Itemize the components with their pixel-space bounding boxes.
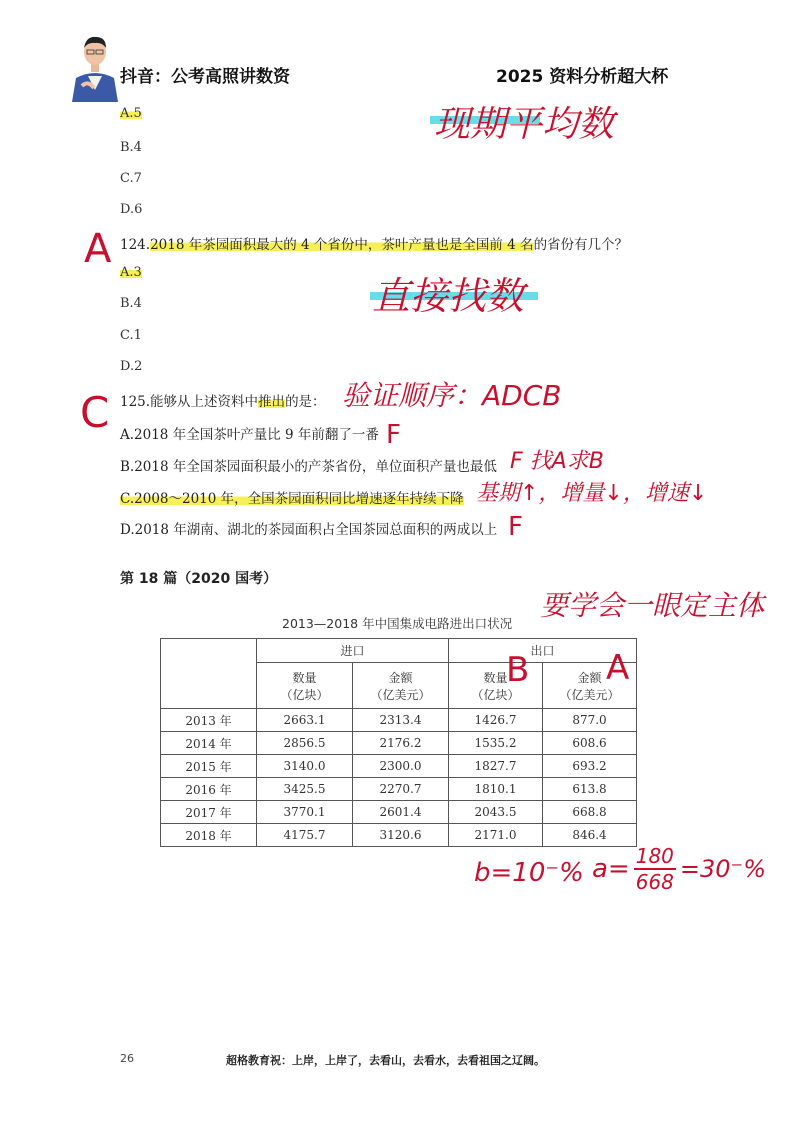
handwritten-answer-q125: C — [80, 388, 110, 437]
table-cell: 1827.7 — [449, 755, 543, 778]
q124-option-a: A.3 — [120, 265, 142, 280]
calc-a-denominator: 668 — [635, 870, 674, 894]
table-corner — [161, 639, 257, 709]
table-cell: 3425.5 — [257, 778, 353, 801]
q124-stem: 124.2018 年茶园面积最大的 4 个省份中，茶叶产量也是全国前 4 名的省份有几个？ — [120, 237, 629, 253]
table-cell: 2601.4 — [353, 801, 449, 824]
table-title: 2013—2018 年中国集成电路进出口状况 — [282, 616, 513, 631]
table-cell: 2313.4 — [353, 709, 449, 732]
table-cell: 2171.0 — [449, 824, 543, 847]
table-cell: 877.0 — [543, 709, 637, 732]
table-cell: 2014 年 — [161, 732, 257, 755]
table-row — [161, 801, 637, 824]
table-cell: 613.8 — [543, 778, 637, 801]
table-subheader: 金额 （亿美元） — [543, 663, 637, 709]
table-cell: 2856.5 — [257, 732, 353, 755]
q123-option-d: D.6 — [120, 202, 143, 217]
table-group-import: 进口 — [257, 639, 449, 663]
section-title: 第 18 篇（2020 国考） — [120, 571, 278, 587]
table-row — [161, 732, 637, 755]
handwritten-answer-q124: A — [84, 226, 112, 272]
table-cell: 2300.0 — [353, 755, 449, 778]
q123-option-a: A.5 — [120, 106, 142, 121]
handwritten-table-b: B — [506, 650, 530, 690]
table-cell: 2043.5 — [449, 801, 543, 824]
q125-option-d: D.2018 年湖南、湖北的茶园面积占全国茶园总面积的两成以上 — [120, 522, 498, 538]
data-table-wrapper — [160, 638, 637, 847]
mark-option-b: F 找A求B — [510, 449, 604, 474]
avatar — [68, 28, 122, 102]
table-cell: 1535.2 — [449, 732, 543, 755]
table-subheader: 数量 （亿块） — [449, 663, 543, 709]
handwritten-calc-b: b=10⁻% — [474, 858, 584, 888]
calc-a-rhs: =30⁻% — [679, 855, 767, 883]
table-cell: 4175.7 — [257, 824, 353, 847]
header-right-title: 2025 资料分析超大杯 — [496, 67, 669, 87]
table-row — [161, 824, 637, 847]
table-cell: 2013 年 — [161, 709, 257, 732]
table-cell: 3140.0 — [257, 755, 353, 778]
table-row — [161, 778, 637, 801]
calc-a-fraction — [634, 844, 676, 894]
handwritten-note-2: 直接找数 — [372, 274, 525, 318]
table-cell: 2176.2 — [353, 732, 449, 755]
mark-option-a: F — [386, 420, 401, 450]
handwritten-calc-a — [592, 844, 766, 894]
table-cell: 2270.7 — [353, 778, 449, 801]
q123-option-b: B.4 — [120, 140, 142, 155]
mark-option-d: F — [508, 512, 523, 542]
table-cell: 1426.7 — [449, 709, 543, 732]
handwritten-note-4: 要学会一眼定主体 — [540, 589, 765, 622]
data-table — [160, 638, 637, 847]
table-cell: 3120.6 — [353, 824, 449, 847]
table-group-export: 出口 — [449, 639, 637, 663]
table-cell: 668.8 — [543, 801, 637, 824]
q124-option-c: C.1 — [120, 328, 142, 343]
table-row — [161, 755, 637, 778]
table-cell: 3770.1 — [257, 801, 353, 824]
table-subheader: 数量 （亿块） — [257, 663, 353, 709]
table-cell: 1810.1 — [449, 778, 543, 801]
q124-option-b: B.4 — [120, 296, 142, 311]
q125-option-a: A.2018 年全国茶叶产量比 9 年前翻了一番 — [120, 427, 379, 443]
q125-option-b: B.2018 年全国茶园面积最小的产茶省份，单位面积产量也最低 — [120, 459, 497, 475]
table-cell: 2018 年 — [161, 824, 257, 847]
handwritten-table-a: A — [606, 648, 630, 688]
q124-option-d: D.2 — [120, 359, 143, 374]
table-cell: 2663.1 — [257, 709, 353, 732]
page-number: 26 — [120, 1052, 134, 1065]
handwritten-note-3: 验证顺序：ADCB — [342, 379, 562, 412]
handwritten-note-1: 现期平均数 — [434, 104, 615, 145]
mark-option-c: 基期↑，增量↓，增速↓ — [476, 481, 708, 506]
table-subheader: 金额 （亿美元） — [353, 663, 449, 709]
table-cell: 2015 年 — [161, 755, 257, 778]
table-cell: 693.2 — [543, 755, 637, 778]
table-cell: 2016 年 — [161, 778, 257, 801]
table-cell: 2017 年 — [161, 801, 257, 824]
table-cell: 608.6 — [543, 732, 637, 755]
q125-option-c: C.2008～2010 年，全国茶园面积同比增速逐年持续下降 — [120, 491, 464, 507]
footer-slogan: 超格教育祝：上岸，上岸了，去看山，去看水，去看祖国之辽阔。 — [226, 1054, 545, 1067]
calc-a-numerator: 180 — [635, 844, 674, 868]
header-left-title: 抖音：公考高照讲数资 — [120, 67, 290, 87]
calc-a-lhs: a= — [592, 854, 630, 884]
table-cell: 846.4 — [543, 824, 637, 847]
q123-option-c: C.7 — [120, 171, 142, 186]
table-row — [161, 709, 637, 732]
q125-stem: 125.能够从上述资料中推出的是： — [120, 394, 326, 410]
